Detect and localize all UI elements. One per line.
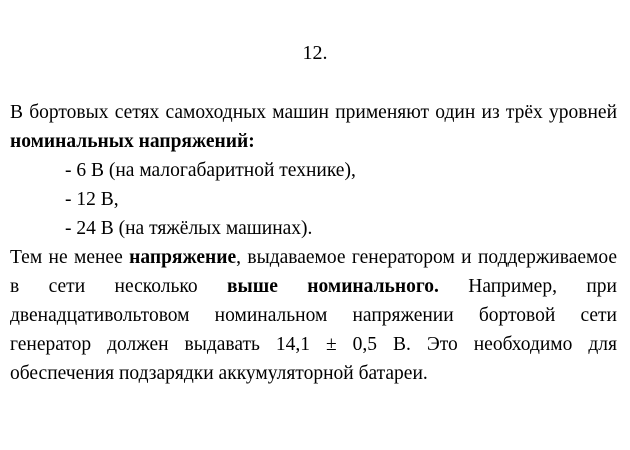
document-body xyxy=(10,98,617,388)
explanation-paragraph xyxy=(10,243,617,388)
list-item: - 24 В (на тяжёлых машинах). xyxy=(65,218,313,239)
explanation-bold-above-nominal: выше номинального. xyxy=(227,276,439,297)
explanation-text-1: Тем не менее xyxy=(10,247,130,268)
explanation-bold-voltage: напряжение xyxy=(129,247,237,268)
list-item: - 12 В, xyxy=(65,189,119,210)
intro-bold-term: номинальных напряжений: xyxy=(10,131,255,152)
intro-paragraph xyxy=(10,98,617,156)
explanation-text-3: Например, при двенадцативольтовом номинальном напряжении бортовой сети генератор должен выдавать 14,1 ± 0,5 В. Это необходимо для обеспечения подзарядки аккумуляторной батареи. xyxy=(10,276,617,384)
explanation-text-2: , выдаваемое генератором и поддерживаемое в сети несколько xyxy=(10,247,617,297)
intro-text: В бортовых сетях самоходных машин применяют один из трёх уровней xyxy=(10,102,617,123)
list-item: - 6 В (на малогабаритной технике), xyxy=(65,160,356,181)
page-number: 12. xyxy=(302,42,328,64)
